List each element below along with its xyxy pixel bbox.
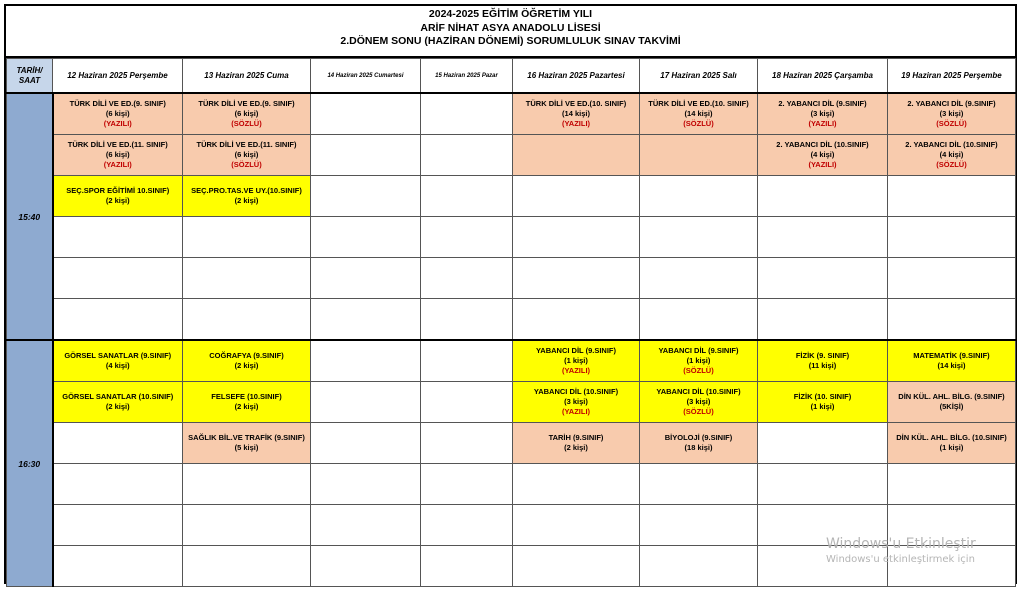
empty-cell: [421, 340, 513, 382]
empty-cell: [53, 258, 183, 299]
exam-count: (2 kişi): [105, 402, 130, 411]
exam-count: (3 kişi): [939, 109, 964, 118]
empty-cell: [640, 505, 758, 546]
empty-cell: [53, 217, 183, 258]
exam-subject: DİN KÜL. AHL. BİLG. (10.SINIF): [896, 433, 1007, 442]
exam-count: (2 kişi): [234, 196, 259, 205]
empty-cell: [640, 176, 758, 217]
empty-cell: [421, 217, 513, 258]
exam-type: (SÖZLÜ): [936, 160, 967, 169]
empty-cell: [640, 546, 758, 587]
exam-subject: 2. YABANCI DİL (10.SINIF): [776, 140, 869, 149]
exam-count: (6 kişi): [234, 150, 259, 159]
header-date-time: TARİH/ SAAT: [7, 59, 53, 94]
exam-count: (2 kişi): [564, 443, 588, 452]
exam-cell: [53, 135, 183, 176]
row-s1-2: [7, 135, 1016, 176]
row-s1-6: [7, 299, 1016, 341]
empty-cell: [888, 464, 1016, 505]
empty-cell: [311, 505, 421, 546]
time-slot-2: 16:30: [7, 340, 53, 587]
empty-cell: [421, 299, 513, 341]
exam-count: (2 kişi): [105, 196, 130, 205]
exam-count: (4 kişi): [810, 150, 835, 159]
exam-cell: [183, 382, 311, 423]
exam-type: (SÖZLÜ): [936, 119, 967, 128]
exam-count: (3 kişi): [810, 109, 835, 118]
exam-count: (3 kişi): [564, 397, 588, 406]
empty-cell: [311, 382, 421, 423]
exam-subject: TÜRK DİLİ VE ED.(11. SINIF): [67, 140, 168, 149]
empty-cell: [421, 176, 513, 217]
empty-cell: [421, 546, 513, 587]
exam-subject: YABANCI DİL (10.SINIF): [533, 387, 619, 396]
header-day-1: 12 Haziran 2025 Perşembe: [53, 59, 183, 94]
exam-count: (1 kişi): [810, 402, 835, 411]
row-s2-1: [7, 340, 1016, 382]
empty-cell: [888, 217, 1016, 258]
empty-cell: [640, 299, 758, 341]
exam-subject: TÜRK DİLİ VE ED.(11. SINIF): [196, 140, 297, 149]
empty-cell: [183, 464, 311, 505]
header-day-3: 14 Haziran 2025 Cumartesi: [311, 59, 421, 94]
empty-cell: [758, 217, 888, 258]
exam-subject: YABANCI DİL (9.SINIF): [535, 346, 616, 355]
empty-cell: [311, 299, 421, 341]
header-day-4: 15 Haziran 2025 Pazar: [421, 59, 513, 94]
empty-cell: [53, 299, 183, 341]
exam-type: (SÖZLÜ): [683, 366, 714, 375]
empty-cell: [888, 176, 1016, 217]
exam-subject: TARİH (9.SINIF): [548, 433, 604, 442]
exam-schedule-table: [6, 58, 1016, 587]
empty-cell: [421, 258, 513, 299]
exam-cell: [888, 423, 1016, 464]
exam-count: (1 kişi): [686, 356, 711, 365]
empty-cell: [53, 464, 183, 505]
exam-cell: [183, 340, 311, 382]
empty-cell: [888, 299, 1016, 341]
empty-cell: [513, 135, 640, 176]
exam-cell: [758, 93, 888, 135]
empty-cell: [53, 505, 183, 546]
empty-cell: [311, 423, 421, 464]
exam-subject: TÜRK DİLİ VE ED.(9. SINIF): [69, 99, 166, 108]
empty-cell: [183, 299, 311, 341]
empty-cell: [311, 176, 421, 217]
empty-cell: [53, 546, 183, 587]
exam-cell: [183, 176, 311, 217]
exam-cell: [183, 93, 311, 135]
title-year: 2024-2025 EĞİTİM ÖĞRETİM YILI: [428, 8, 593, 20]
row-s1-3: [7, 176, 1016, 217]
header-day-5: 16 Haziran 2025 Pazartesi: [513, 59, 640, 94]
exam-cell: [758, 382, 888, 423]
title-school: ARİF NİHAT ASYA ANADOLU LİSESİ: [420, 21, 601, 34]
empty-cell: [513, 176, 640, 217]
row-s2-4: [7, 464, 1016, 505]
exam-count: (14 kişi): [937, 361, 966, 370]
exam-type: (SÖZLÜ): [231, 160, 262, 169]
title-block: [6, 6, 1015, 58]
empty-cell: [758, 258, 888, 299]
exam-subject: YABANCI DİL (10.SINIF): [656, 387, 741, 396]
empty-cell: [311, 546, 421, 587]
exam-type: (YAZILI): [103, 119, 132, 128]
exam-subject: 2. YABANCI DİL (9.SINIF): [907, 99, 996, 108]
exam-count: (6 kişi): [234, 109, 259, 118]
exam-cell: [640, 340, 758, 382]
exam-subject: GÖRSEL SANATLAR (9.SINIF): [64, 351, 172, 360]
exam-cell: [888, 340, 1016, 382]
exam-count: (2 kişi): [234, 402, 259, 411]
empty-cell: [183, 546, 311, 587]
exam-cell: [758, 135, 888, 176]
exam-count: (4 kişi): [105, 361, 130, 370]
exam-subject: YABANCI DİL (9.SINIF): [658, 346, 739, 355]
title-exam: 2.DÖNEM SONU (HAZİRAN DÖNEMİ) SORUMLULUK SINAV TAKVİMİ: [340, 35, 681, 47]
exam-count: (4 kişi): [939, 150, 964, 159]
exam-type: (YAZILI): [561, 407, 591, 416]
exam-subject: 2. YABANCI DİL (10.SINIF): [905, 140, 998, 149]
row-s2-3: [7, 423, 1016, 464]
empty-cell: [513, 505, 640, 546]
exam-cell: [640, 382, 758, 423]
time-slot-1: 15:40: [7, 93, 53, 340]
exam-cell: [888, 93, 1016, 135]
exam-subject: TÜRK DİLİ VE ED.(10. SINIF): [648, 99, 749, 108]
empty-cell: [513, 217, 640, 258]
empty-cell: [311, 93, 421, 135]
exam-count: (14 kişi): [562, 109, 590, 118]
exam-count: (2 kişi): [234, 361, 259, 370]
exam-subject: TÜRK DİLİ VE ED.(10. SINIF): [525, 99, 627, 108]
exam-subject: FELSEFE (10.SINIF): [211, 392, 282, 401]
exam-count: (6 kişi): [105, 150, 130, 159]
exam-count: (14 kişi): [684, 109, 713, 118]
exam-subject: BİYOLOJİ (9.SINIF): [664, 433, 733, 442]
exam-cell: [53, 382, 183, 423]
exam-cell: [640, 423, 758, 464]
exam-subject: FİZİK (9. SINIF): [795, 351, 850, 360]
exam-cell: [183, 135, 311, 176]
exam-count: (5KİŞİ): [939, 402, 964, 411]
empty-cell: [758, 299, 888, 341]
exam-subject: SEÇ.PRO.TAS.VE UY.(10.SINIF): [191, 186, 302, 195]
exam-type: (YAZILI): [561, 366, 591, 375]
exam-count: (18 kişi): [684, 443, 713, 452]
empty-cell: [513, 258, 640, 299]
watermark-title: Windows'u Etkinleştir: [826, 536, 976, 552]
exam-cell: [758, 340, 888, 382]
row-s1-5: [7, 258, 1016, 299]
empty-cell: [513, 299, 640, 341]
empty-cell: [183, 505, 311, 546]
exam-cell: [513, 340, 640, 382]
empty-cell: [640, 217, 758, 258]
exam-type: (YAZILI): [808, 160, 837, 169]
empty-cell: [640, 135, 758, 176]
exam-subject: SEÇ.SPOR EĞİTİMİ 10.SINIF): [66, 186, 170, 195]
exam-subject: 2. YABANCI DİL (9.SINIF): [778, 99, 867, 108]
exam-count: (1 kişi): [939, 443, 964, 452]
exam-type: (YAZILI): [561, 119, 591, 128]
watermark-subtitle: Windows'u etkinleştirmek için: [826, 554, 975, 565]
exam-type: (SÖZLÜ): [683, 119, 714, 128]
empty-cell: [421, 135, 513, 176]
exam-count: (6 kişi): [105, 109, 130, 118]
windows-activation-watermark: [826, 536, 976, 565]
exam-type: (YAZILI): [103, 160, 132, 169]
empty-cell: [183, 217, 311, 258]
header-day-6: 17 Haziran 2025 Salı: [640, 59, 758, 94]
row-s2-2: [7, 382, 1016, 423]
empty-cell: [421, 382, 513, 423]
exam-cell: [513, 382, 640, 423]
empty-cell: [421, 423, 513, 464]
exam-subject: SAĞLIK BİL.VE TRAFİK (9.SINIF): [188, 433, 305, 442]
exam-count: (3 kişi): [686, 397, 711, 406]
row-s1-1: [7, 93, 1016, 135]
exam-count: (1 kişi): [564, 356, 588, 365]
exam-cell: [53, 176, 183, 217]
empty-cell: [421, 505, 513, 546]
exam-cell: [53, 93, 183, 135]
schedule-sheet: [4, 4, 1017, 584]
empty-cell: [311, 135, 421, 176]
empty-cell: [513, 464, 640, 505]
header-day-2: 13 Haziran 2025 Cuma: [183, 59, 311, 94]
empty-cell: [311, 464, 421, 505]
exam-subject: MATEMATİK (9.SINIF): [913, 351, 990, 360]
header-day-7: 18 Haziran 2025 Çarşamba: [758, 59, 888, 94]
exam-cell: [183, 423, 311, 464]
exam-type: (SÖZLÜ): [231, 119, 262, 128]
empty-cell: [888, 258, 1016, 299]
exam-cell: [53, 340, 183, 382]
exam-subject: TÜRK DİLİ VE ED.(9. SINIF): [198, 99, 295, 108]
empty-cell: [311, 340, 421, 382]
row-s1-4: [7, 217, 1016, 258]
empty-cell: [513, 546, 640, 587]
empty-cell: [311, 258, 421, 299]
exam-type: (YAZILI): [808, 119, 837, 128]
exam-count: (11 kişi): [808, 361, 837, 370]
exam-cell: [513, 423, 640, 464]
empty-cell: [183, 258, 311, 299]
exam-cell: [513, 93, 640, 135]
empty-cell: [640, 464, 758, 505]
exam-subject: COĞRAFYA (9.SINIF): [209, 351, 284, 360]
exam-subject: DİN KÜL. AHL. BİLG. (9.SINIF): [898, 392, 1005, 401]
empty-cell: [758, 176, 888, 217]
empty-cell: [53, 423, 183, 464]
exam-type: (SÖZLÜ): [683, 407, 714, 416]
exam-cell: [640, 93, 758, 135]
empty-cell: [640, 258, 758, 299]
exam-count: (5 kişi): [234, 443, 259, 452]
empty-cell: [311, 217, 421, 258]
empty-cell: [421, 464, 513, 505]
exam-cell: [888, 135, 1016, 176]
exam-subject: GÖRSEL SANATLAR (10.SINIF): [62, 392, 174, 401]
empty-cell: [758, 464, 888, 505]
empty-cell: [758, 423, 888, 464]
exam-cell: [888, 382, 1016, 423]
header-day-8: 19 Haziran 2025 Perşembe: [888, 59, 1016, 94]
empty-cell: [421, 93, 513, 135]
exam-subject: FİZİK (10. SINIF): [793, 392, 852, 401]
